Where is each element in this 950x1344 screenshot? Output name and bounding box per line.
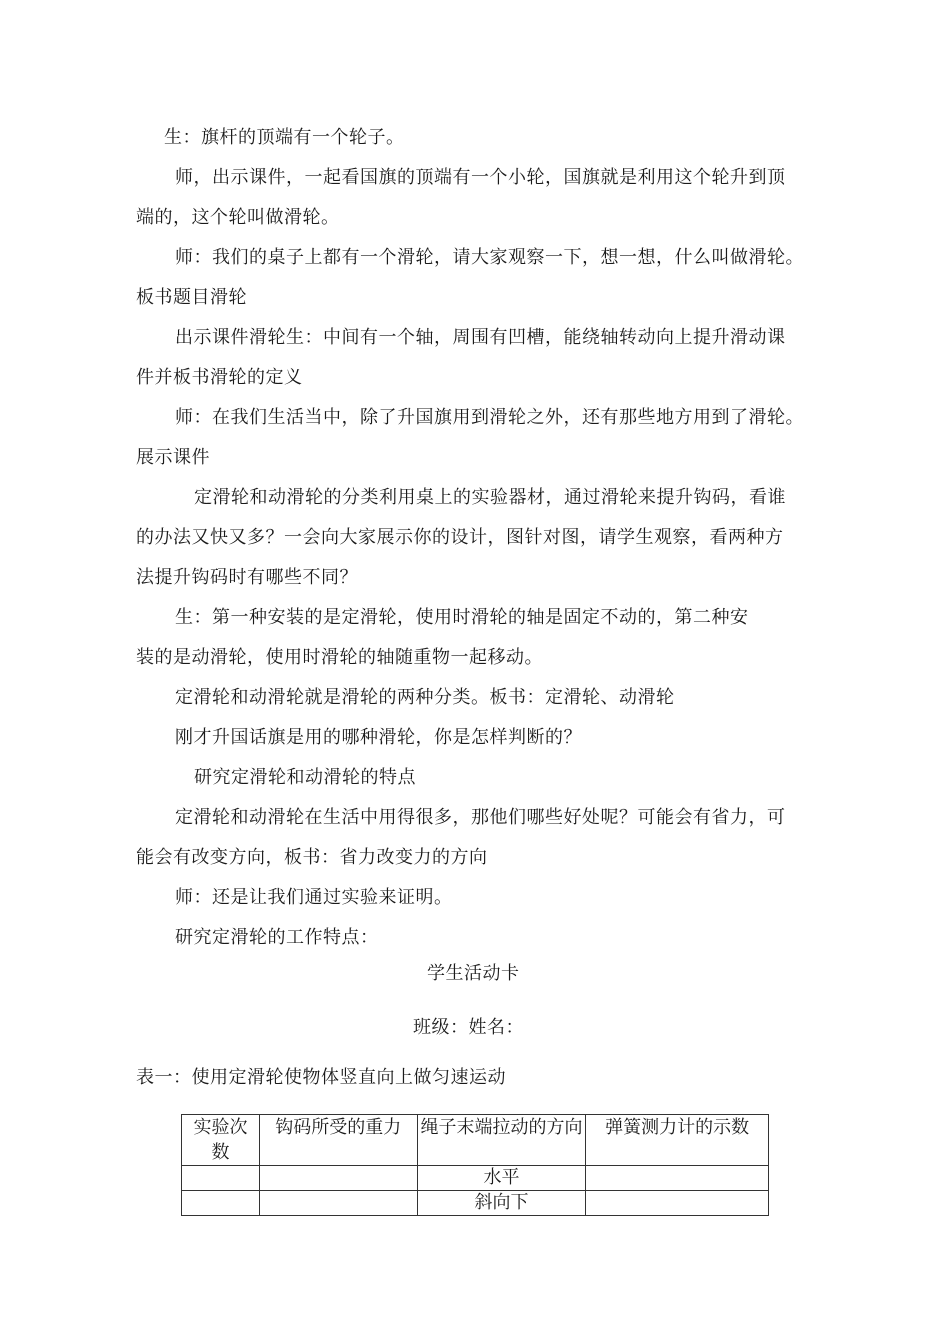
paragraph-line: 装的是动滑轮，使用时滑轮的轴随重物一起移动。 (136, 647, 543, 668)
table-cell (259, 1191, 417, 1216)
table-row (182, 1166, 769, 1191)
header-cell: 弹簧测力计的示数 (586, 1115, 769, 1166)
table-row (182, 1191, 769, 1216)
paragraph-line: 生：第一种安装的是定滑轮，使用时滑轮的轴是固定不动的，第二种安 (175, 607, 749, 628)
paragraph-line: 板书题目滑轮 (136, 287, 247, 308)
paragraph-line: 研究定滑轮的工作特点： (175, 927, 379, 948)
paragraph-line: 出示课件滑轮生：中间有一个轴，周围有凹槽，能绕轴转动向上提升滑动课 (175, 327, 786, 348)
header-cell: 钩码所受的重力 (259, 1115, 417, 1166)
header-cell: 绳子末端拉动的方向 (417, 1115, 586, 1166)
table-header-row (182, 1115, 769, 1166)
header-cell: 实验次数 (182, 1115, 260, 1166)
table-cell: 斜向下 (417, 1191, 586, 1216)
paragraph-line: 定滑轮和动滑轮在生活中用得很多，那他们哪些好处呢？可能会有省力，可 (175, 807, 786, 828)
paragraph-line: 师：还是让我们通过实验来证明。 (175, 887, 453, 908)
section-heading: 研究定滑轮和动滑轮的特点 (194, 767, 416, 788)
class-name-line: 班级：姓名： (413, 1017, 524, 1038)
paragraph-line: 的办法又快又多？一会向大家展示你的设计，图针对图，请学生观察，看两种方 (136, 527, 784, 548)
paragraph-line: 师，出示课件，一起看国旗的顶端有一个小轮，国旗就是利用这个轮升到顶 (175, 167, 786, 188)
experiment-table (181, 1114, 769, 1216)
paragraph-line: 刚才升国话旗是用的哪种滑轮，你是怎样判断的？ (175, 727, 582, 748)
table-caption: 表一：使用定滑轮使物体竖直向上做匀速运动 (136, 1067, 506, 1088)
paragraph-line: 生：旗杆的顶端有一个轮子。 (164, 127, 405, 148)
table-cell (259, 1166, 417, 1191)
paragraph-line: 展示课件 (136, 447, 210, 468)
paragraph-line: 师：我们的桌子上都有一个滑轮，请大家观察一下，想一想，什么叫做滑轮。 (175, 247, 804, 268)
paragraph-line: 能会有改变方向，板书：省力改变力的方向 (136, 847, 488, 868)
card-title: 学生活动卡 (427, 963, 520, 984)
paragraph-line: 端的，这个轮叫做滑轮。 (136, 207, 340, 228)
table-cell (182, 1191, 260, 1216)
table-cell (182, 1166, 260, 1191)
paragraph-line: 法提升钩码时有哪些不同？ (136, 567, 358, 588)
paragraph-line: 定滑轮和动滑轮就是滑轮的两种分类。板书：定滑轮、动滑轮 (175, 687, 675, 708)
paragraph-line: 定滑轮和动滑轮的分类利用桌上的实验器材，通过滑轮来提升钩码，看谁 (194, 487, 786, 508)
paragraph-line: 件并板书滑轮的定义 (136, 367, 303, 388)
table-cell: 水平 (417, 1166, 586, 1191)
table-cell (586, 1191, 769, 1216)
table-cell (586, 1166, 769, 1191)
paragraph-line: 师：在我们生活当中，除了升国旗用到滑轮之外，还有那些地方用到了滑轮。 (175, 407, 804, 428)
